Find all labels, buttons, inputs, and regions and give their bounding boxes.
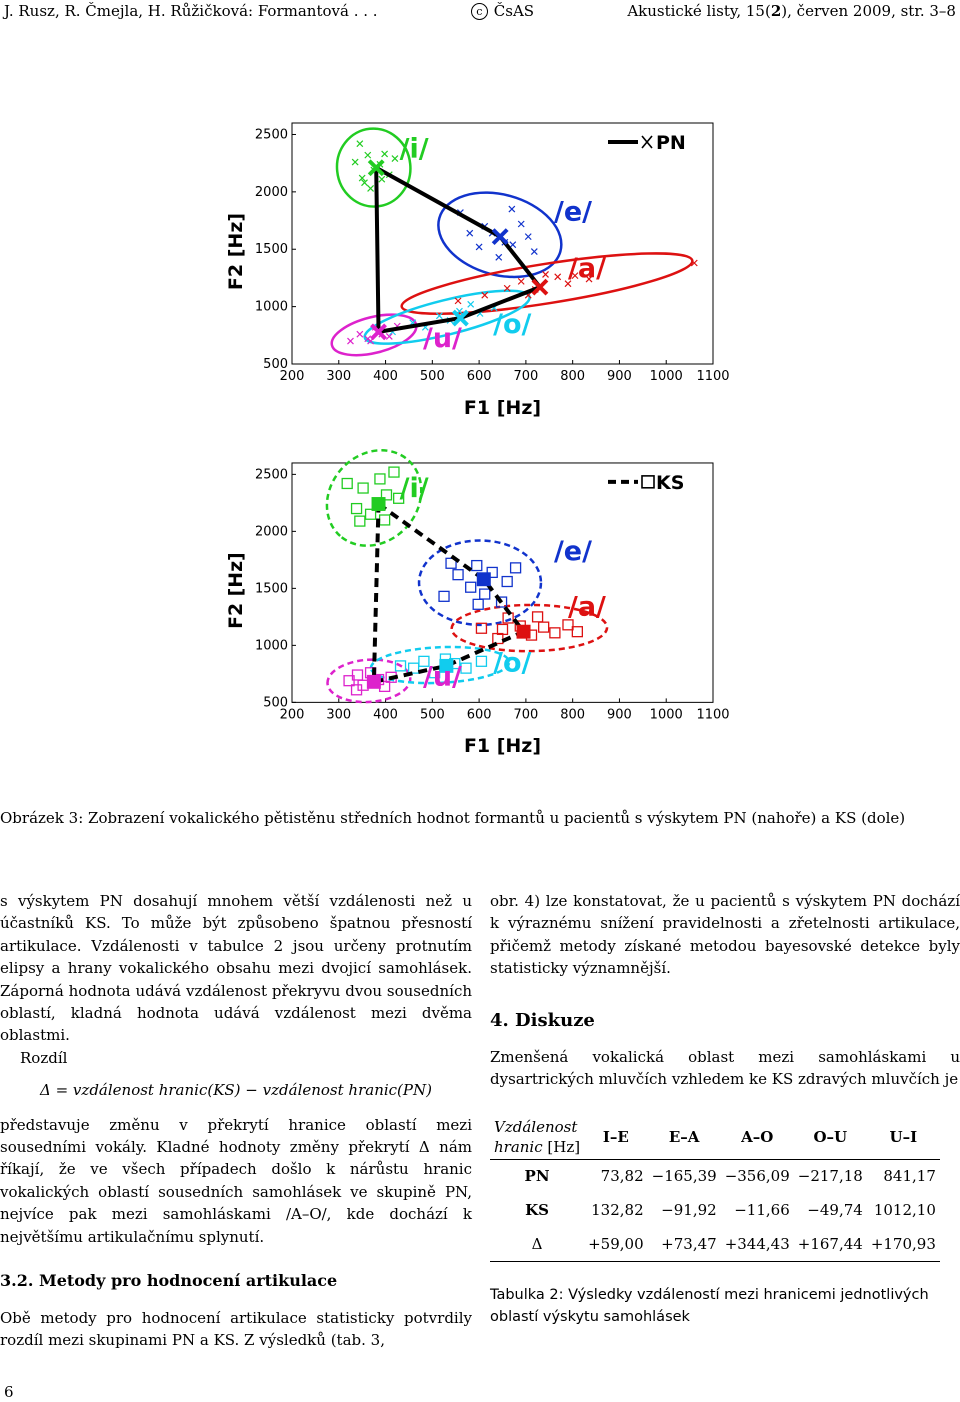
y-tick-label: 2000	[254, 184, 288, 200]
table-col-header: O–U	[813, 1127, 848, 1146]
table-header-row	[490, 1115, 940, 1160]
mean-a	[518, 626, 530, 638]
legend-label: KS	[656, 471, 685, 494]
paragraph: Zmenšená vokalická oblast mezi samohláskami u dysartrických mluvčích vzhledem ke KS zdravých mluvčích je	[490, 1048, 960, 1089]
x-tick-label: 900	[607, 707, 632, 723]
row-label: KS	[525, 1201, 549, 1220]
table-cell: 132,82	[591, 1201, 644, 1220]
table-row	[490, 1227, 940, 1261]
y-axis-label: F2 [Hz]	[225, 212, 247, 291]
y-tick-label: 1500	[254, 581, 288, 597]
x-tick-label: 500	[419, 707, 445, 723]
table-col-header: I–E	[602, 1127, 629, 1146]
x-tick-label: 900	[607, 369, 632, 384]
row-label: PN	[524, 1167, 550, 1186]
y-tick-label: 500	[263, 695, 288, 711]
figure-caption: Obrázek 3: Zobrazení vokalického pětistěnu středních hodnot formantů u pacientů s výskytem PN (nahoře) a KS (dole)	[0, 809, 906, 827]
vowel-label-u: /u/	[422, 322, 462, 354]
x-tick-label: 1000	[649, 369, 683, 384]
vowel-label-a: /a/	[567, 591, 606, 623]
table-row	[490, 1193, 940, 1227]
paragraph: s výskytem PN dosahují mnohem větší vzdálenosti než u účastníků KS. To může být způsobeno špatnou přesností artikulace. Vzdálenosti v tabulce 2 jsou určeny protnutím elipsy a hrany vokalického obsahu mezi dvojicí samohlásek. Záporná hodnota udává vzdálenost překryvu dvou sousedních oblastí, kladná hodnota udává vzdálenost mezi dvěma oblastmi.	[0, 892, 472, 1045]
table-corner: Vzdálenost hranic [Hz]	[494, 1117, 581, 1156]
table-cell: −217,18	[797, 1167, 863, 1186]
y-tick-label: 1500	[254, 242, 288, 258]
table-row	[490, 1159, 940, 1193]
y-tick-label: 1000	[254, 638, 288, 654]
table-cell: −356,09	[724, 1167, 790, 1186]
x-tick-label: 200	[279, 707, 305, 723]
x-tick-label: 400	[373, 707, 398, 723]
section-heading: 3.2. Metody pro hodnocení artikulace	[0, 1271, 338, 1291]
results-table	[490, 1115, 940, 1262]
x-tick-label: 800	[560, 707, 586, 723]
x-tick-label: 800	[560, 369, 586, 384]
table-cell: 841,17	[883, 1167, 936, 1186]
figure-pn-vowel-chart	[218, 118, 730, 419]
vowel-label-i: /i/	[399, 133, 429, 165]
table-col-header: E–A	[668, 1127, 700, 1146]
paragraph: představuje změnu v překrytí hranice oblastí mezi sousedními vokály. Kladné hodnoty změny překrytí Δ nám říkají, že ve všech případech došlo k nárůstu hranic vokalických oblastí sousedních samohlásek ve skupině PN, nejvíce pak mezi samohláskami /A–O/, kde dochází k největšímu artikulačnímu splynutí.	[0, 1115, 472, 1246]
x-tick-label: 200	[279, 369, 305, 384]
table-cell: 73,82	[600, 1167, 644, 1186]
y-tick-label: 2500	[254, 127, 288, 143]
table-cell: +73,47	[661, 1234, 717, 1253]
vowel-label-u: /u/	[422, 661, 462, 693]
x-axis-label: F1 [Hz]	[463, 397, 542, 419]
table-cell: −49,74	[807, 1201, 863, 1220]
x-tick-label: 600	[466, 707, 492, 723]
table-cell: +344,43	[724, 1234, 790, 1253]
x-tick-label: 1100	[696, 707, 730, 723]
ks-chart-svg	[218, 458, 730, 758]
x-tick-label: 300	[326, 707, 352, 723]
x-tick-label: 700	[513, 707, 539, 723]
x-axis-label: F1 [Hz]	[463, 735, 542, 758]
vowel-label-e: /e/	[553, 535, 592, 567]
x-tick-label: 500	[419, 369, 445, 384]
table-cell: −91,92	[661, 1201, 717, 1220]
copyright-icon: c	[471, 3, 488, 20]
table-cell: +167,44	[797, 1234, 863, 1253]
mean-i	[373, 498, 385, 510]
left-column	[0, 890, 472, 1351]
vowel-label-i: /i/	[399, 473, 429, 505]
right-column	[490, 890, 960, 1329]
table-cell: +170,93	[870, 1234, 936, 1253]
legend-label: PN	[656, 132, 686, 154]
vowel-label-o: /o/	[493, 647, 532, 679]
x-tick-label: 1000	[649, 707, 683, 723]
vowel-label-o: /o/	[493, 309, 532, 341]
header-org: ČsAS	[493, 2, 535, 20]
page-header	[4, 2, 956, 24]
x-tick-label: 300	[326, 369, 352, 384]
header-journal: Akustické listy, 15(2), červen 2009, str. 3–8	[627, 2, 956, 20]
formula: Δ = vzdálenost hranic(KS) − vzdálenost hranic(PN)	[40, 1081, 432, 1100]
table-col-header: U–I	[889, 1127, 918, 1146]
paragraph: Obě metody pro hodnocení artikulace statisticky potvrdily rozdíl mezi skupinami PN a KS. Z výsledků (tab. 3,	[0, 1308, 472, 1349]
y-axis-label: F2 [Hz]	[224, 552, 248, 629]
y-tick-label: 500	[263, 357, 288, 372]
x-tick-label: 1100	[696, 369, 730, 384]
table-cell: −165,39	[651, 1167, 717, 1186]
page-number: 6	[4, 1383, 14, 1401]
x-tick-label: 700	[513, 369, 539, 384]
paragraph: Rozdíl	[20, 1048, 68, 1067]
paragraph: obr. 4) lze konstatovat, že u pacientů s výskytem PN dochází k výraznému snížení pravidelnosti a zřetelnosti artikulace, přičemž metody získané metodou bayesovské detekce byly statisticky významnější.	[490, 892, 960, 978]
table-cell: +59,00	[588, 1234, 644, 1253]
header-authors: J. Rusz, R. Čmejla, H. Růžičková: Formantová . . .	[4, 2, 378, 20]
table-cell: −11,66	[734, 1201, 790, 1220]
table-col-header: A–O	[741, 1127, 774, 1146]
table-cell: 1012,10	[873, 1201, 936, 1220]
table-caption: Tabulka 2: Výsledky vzdáleností mezi hranicemi jednotlivých oblastí výskytu samohlásek	[490, 1286, 929, 1326]
y-tick-label: 1000	[254, 299, 288, 315]
y-tick-label: 2500	[254, 467, 288, 483]
mean-u	[368, 676, 380, 688]
vowel-label-e: /e/	[553, 196, 593, 228]
x-tick-label: 400	[373, 369, 398, 384]
figure-ks-vowel-chart	[218, 458, 730, 758]
row-label: Δ	[531, 1234, 543, 1253]
header-copyright	[471, 2, 534, 20]
section-heading: 4. Diskuze	[490, 1009, 595, 1031]
pn-chart-svg	[218, 118, 730, 419]
x-tick-label: 600	[466, 369, 492, 384]
mean-e	[478, 573, 490, 585]
vowel-label-a: /a/	[567, 252, 606, 284]
y-tick-label: 2000	[254, 524, 288, 540]
